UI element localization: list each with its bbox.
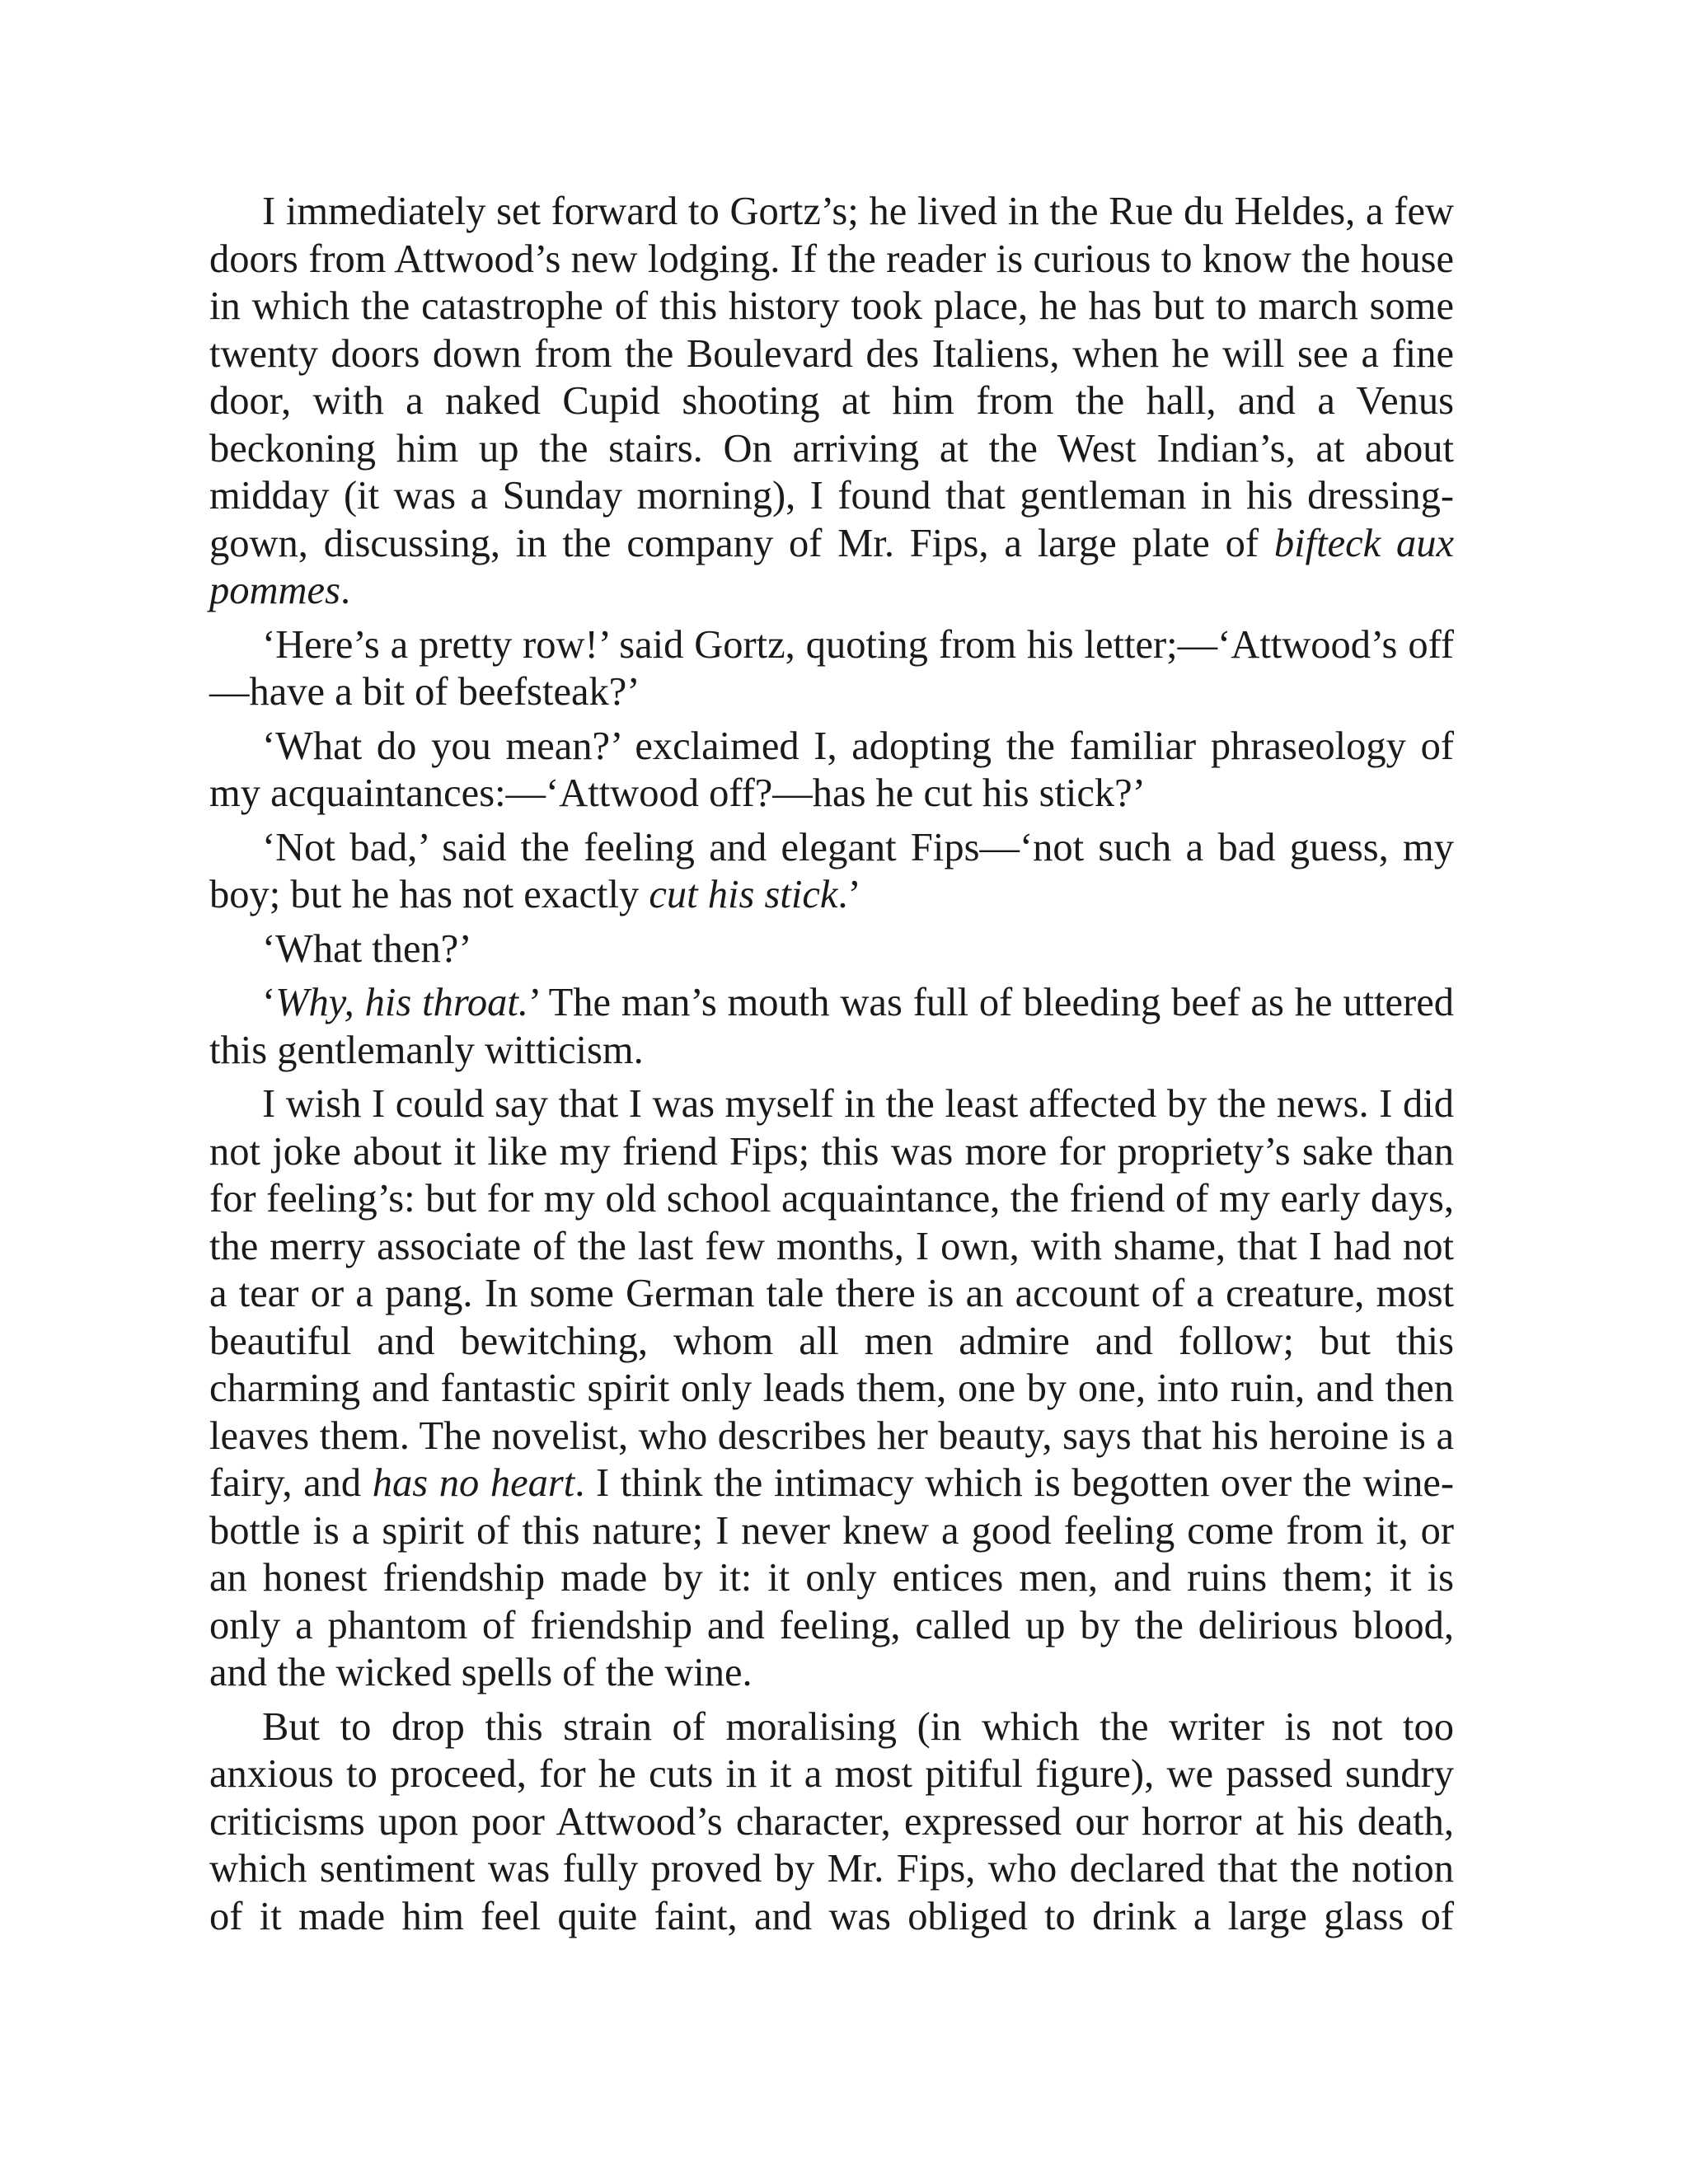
paragraph-5 (209, 926, 1454, 973)
paragraph-6-text-1: ‘ (262, 981, 276, 1024)
paragraph-6 (209, 979, 1454, 1074)
paragraph-4-text-2: .’ (837, 873, 861, 916)
paragraph-1-italic-phrase: bifteck aux pommes (209, 521, 1455, 612)
paragraph-5-text-1: ‘What then?’ (262, 926, 472, 971)
paragraph-7-italic-phrase: has no heart (372, 1461, 575, 1505)
paragraph-2-text-1: ‘Here’s a pretty row!’ said Gortz, quoting from his letter;—‘Attwood’s off—have a bit of beefsteak?’ (209, 622, 1454, 714)
paragraph-7 (209, 1080, 1454, 1697)
paragraph-4-text-1: ‘Not bad,’ said the feeling and elegant Fips—‘not such a bad guess, my boy; but he has not exactly (209, 825, 1454, 916)
paragraph-8-text-1: But to drop this strain of moralising (in which the writer is not too anxious to proceed, for he cuts in it a most pitiful figure), we passed sundry criticisms upon poor Attwood’s character, expressed our horror at his death, which sentiment was fully proved by Mr. Fips, who declared that the notion of it made him feel quite faint, and was obliged to drink a large glass of (209, 1704, 1454, 1938)
paragraph-6-italic-phrase: Why, his throat. (275, 981, 529, 1024)
paragraph-1-text-2: . (340, 569, 351, 612)
paragraph-1 (209, 188, 1454, 615)
paragraph-4 (209, 824, 1454, 919)
paragraph-7-text-2: . I think the intimacy which is begotten over the wine-bottle is a spirit of this nature; I never knew a good feeling come from it, or an honest friendship made by it: it only entices men, and ruins them; it is only a phantom of friendship and feeling, called up by the delirious blood, and the wicked spells of the wine. (209, 1461, 1454, 1694)
paragraph-3-text-1: ‘What do you mean?’ exclaimed I, adopting the familiar phraseology of my acquaintances:—‘Attwood off?—has he cut his stick?’ (209, 724, 1454, 815)
page-body (209, 188, 1454, 1947)
paragraph-8 (209, 1704, 1454, 1941)
paragraph-1-text-1: I immediately set forward to Gortz’s; he lived in the Rue du Heldes, a few doors from Attwood’s new lodging. If the reader is curious to know the house in which the catastrophe of this history took place, he has but to march some twenty doors down from the Boulevard des Italiens, when he will see a fine door, with a naked Cupid shooting at him from the hall, and a Venus beckoning him up the stairs. On arriving at the West Indian’s, at about midday (it was a Sunday morning), I found that gentleman in his dressing-gown, discussing, in the company of Mr. Fips, a large plate of (209, 190, 1454, 565)
paragraph-2 (209, 621, 1454, 716)
paragraph-6-text-2: ’ The man’s mouth was full of bleeding beef as he uttered this gentlemanly witticism. (209, 981, 1454, 1072)
paragraph-4-italic-phrase: cut his stick (649, 873, 838, 916)
paragraph-3 (209, 723, 1454, 818)
paragraph-7-text-1: I wish I could say that I was myself in the least affected by the news. I did not joke about it like my friend Fips; this was more for propriety’s sake than for feeling’s: but for my old school acquaintance, the friend of my early days, the merry associate of the last few months, I own, with shame, that I had not a tear or a pang. In some German tale there is an account of a creature, most beautiful and bewitching, whom all men admire and follow; but this charming and fantastic spirit only leads them, one by one, into ruin, and then leaves them. The novelist, who describes her beauty, says that his heroine is a fairy, and (209, 1082, 1454, 1505)
